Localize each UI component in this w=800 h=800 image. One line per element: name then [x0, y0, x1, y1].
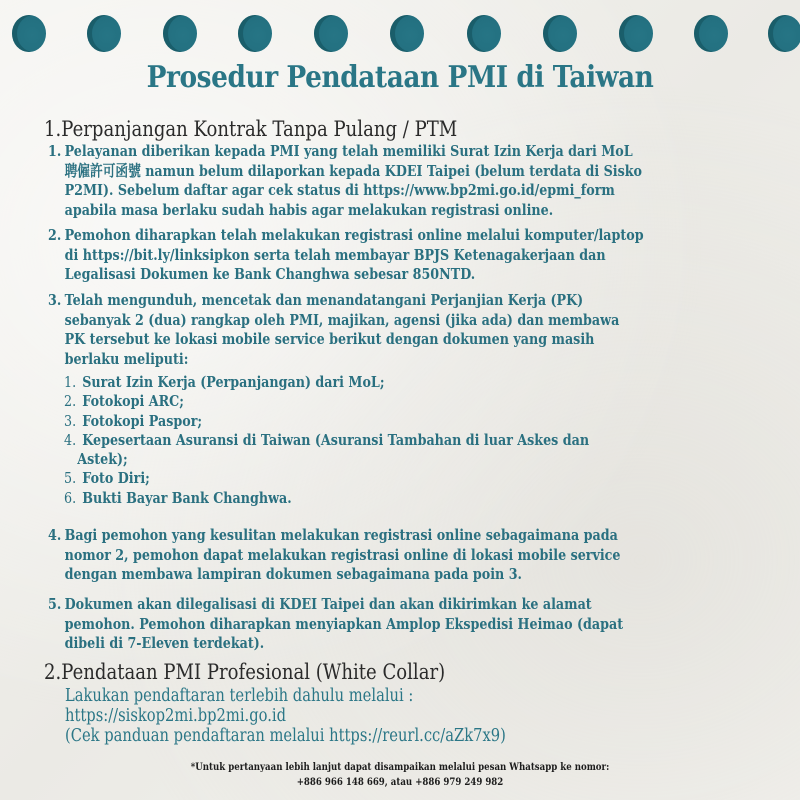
section-1-item-4: 4. Bagi pemohon yang kesulitan melakukan registrasi online sebagaimana pada nomor 2, pemohon dapat melakukan registrasi online di lokasi mobile service dengan membawa lampiran dokumen sebagaimana pada poin 3. — [48, 526, 621, 583]
binder-hole-icon — [543, 15, 577, 52]
page-title: Prosedur Pendataan PMI di Taiwan — [146, 60, 654, 95]
binder-holes — [0, 15, 800, 55]
section-1-item-5: 5. Dokumen akan dilegalisasi di KDEI Taipei dan akan dikirimkan ke alamat pemohon. Pemohon diharapkan menyiapkan Amplop Ekspedisi Heimao (dapat dibeli di 7-Eleven terdekat). — [48, 595, 624, 652]
binder-hole-icon — [12, 15, 46, 52]
document-item: 5. Foto Diri; — [64, 469, 150, 488]
binder-hole-icon — [768, 15, 800, 52]
binder-hole-icon — [390, 15, 424, 52]
section-1-heading: 1.Perpanjangan Kontrak Tanpa Pulang / PTM — [44, 117, 458, 141]
section-2-heading: 2.Pendataan PMI Profesional (White Collar) — [44, 660, 446, 684]
contact-footnote: *Untuk pertanyaan lebih lanjut dapat disampaikan melalui pesan Whatsapp ke nomor: +886 966 148 669, atau +886 979 249 982 — [0, 760, 800, 790]
binder-hole-icon — [619, 15, 653, 52]
binder-hole-icon — [87, 15, 121, 52]
section-1-item-2: 2. Pemohon diharapkan telah melakukan registrasi online melalui komputer/laptop di https://bit.ly/linksipkon serta telah membayar BPJS Ketenagakerjaan dan Legalisasi Dokumen ke Bank Changhwa sebesar 850NTD. — [48, 226, 644, 283]
binder-hole-icon — [694, 15, 728, 52]
document-item: 4. Kepesertaan Asuransi di Taiwan (Asuransi Tambahan di luar Askes dan — [64, 430, 590, 449]
binder-hole-icon — [467, 15, 501, 52]
document-item: 1. Surat Izin Kerja (Perpanjangan) dari MoL; — [64, 373, 385, 391]
document-list: 1. Surat Izin Kerja (Perpanjangan) dari MoL; 2. Fotokopi ARC; 3. Fotokopi Paspor; 4. Kepesertaan Asuransi di Taiwan (Asuransi Tambahan di luar Askes dan Astek); 5. Foto Diri; 6. Bukti Bayar Bank Changhwa. — [64, 373, 590, 507]
section-1-item-1: 1. Pelayanan diberikan kepada PMI yang telah memiliki Surat Izin Kerja dari MoL 聘僱許可函號 namun belum dilaporkan kepada KDEI Taipei (belum terdata di Sisko P2MI). Sebelum daftar agar cek status di https://www.bp2mi.go.id/epmi_form apabila masa berlaku sudah habis agar melakukan registrasi online. — [48, 142, 643, 219]
binder-hole-icon — [163, 15, 197, 52]
document-item: 6. Bukti Bayar Bank Changhwa. — [64, 488, 292, 507]
whatsapp-numbers: +886 966 148 669, atau +886 979 249 982 — [296, 776, 504, 788]
binder-hole-icon — [314, 15, 348, 52]
guide-link[interactable]: (Cek panduan pendaftaran melalui https://reurl.cc/aZk7x9) — [65, 726, 506, 746]
siskop2mi-link[interactable]: https://siskop2mi.bp2mi.go.id — [65, 706, 286, 726]
binder-hole-icon — [238, 15, 272, 52]
section-2-instruction: Lakukan pendaftaran terlebih dahulu melalui : — [65, 686, 414, 706]
document-item: 2. Fotokopi ARC; — [64, 392, 184, 411]
section-2-body — [65, 686, 506, 746]
section-1-item-3: 3. Telah mengunduh, mencetak dan menandatangani Perjanjian Kerja (PK) sebanyak 2 (dua) rangkap oleh PMI, majikan, agensi (jika ada) dan membawa PK tersebut ke lokasi mobile service berikut dengan dokumen yang masih berlaku meliputi: — [48, 291, 620, 368]
document-item: 3. Fotokopi Paspor; — [64, 411, 203, 430]
